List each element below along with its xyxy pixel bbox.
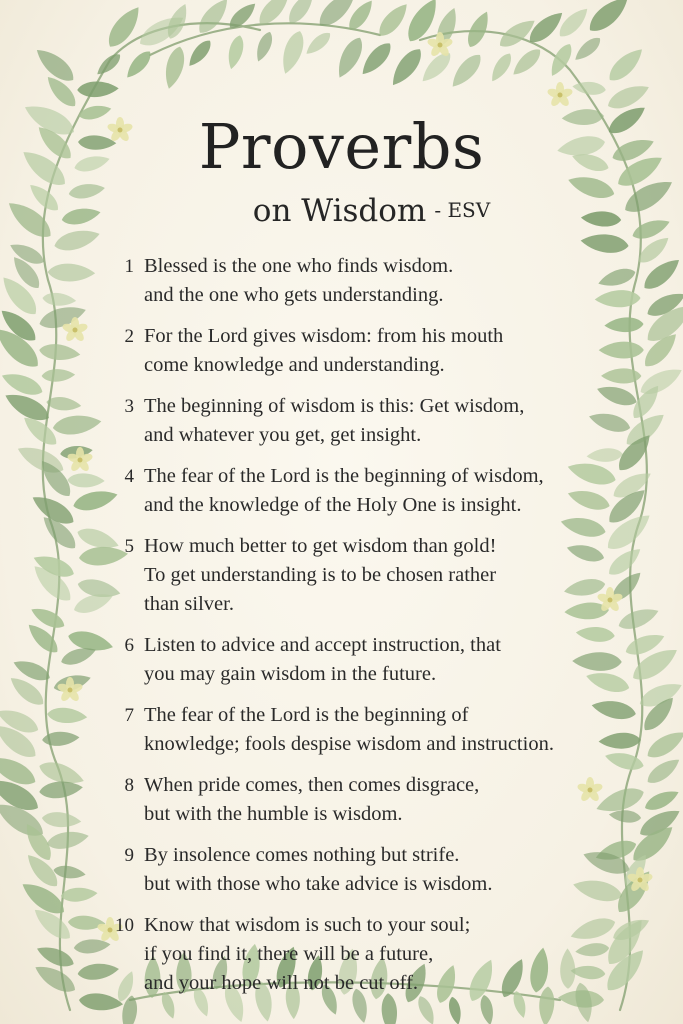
leaf-icon bbox=[161, 45, 188, 91]
leaf-icon bbox=[52, 412, 103, 437]
verse-text: For the Lord gives wisdom: from his mouth come knowledge and understanding. bbox=[144, 325, 504, 376]
page-title: Proverbs bbox=[198, 110, 485, 183]
leaf-icon bbox=[47, 706, 88, 724]
leaf-icon bbox=[31, 960, 79, 998]
leaf-icon bbox=[332, 34, 367, 81]
verse-number: 5 bbox=[124, 536, 134, 557]
verse-text: When pride comes, then comes disgrace, but with the humble is wisdom. bbox=[144, 774, 480, 825]
leaf-icon bbox=[47, 263, 95, 282]
leaf-icon bbox=[77, 81, 119, 98]
leaf-icon bbox=[41, 368, 75, 382]
verse-number: 8 bbox=[124, 775, 134, 796]
leaf-icon bbox=[463, 8, 493, 50]
verse-text: The beginning of wisdom is this: Get wisdom, and whatever you get, get insight. bbox=[144, 395, 525, 446]
verse-list bbox=[104, 252, 624, 1010]
leaf-icon bbox=[122, 47, 154, 81]
flower-icon bbox=[546, 82, 573, 108]
verse-text: Know that wisdom is such to your soul; if you find it, there will be a future, and your hope will not be cut off. bbox=[144, 914, 471, 994]
leaf-icon bbox=[67, 473, 105, 488]
leaf-icon bbox=[644, 754, 683, 788]
verse-item bbox=[104, 322, 624, 380]
leaf-icon bbox=[53, 864, 87, 881]
verse-text: Listen to advice and accept instruction, that you may gain wisdom in the future. bbox=[144, 634, 501, 685]
verse-item bbox=[104, 841, 624, 899]
verse-item bbox=[104, 631, 624, 689]
leaf-icon bbox=[357, 38, 396, 79]
verse-item bbox=[104, 392, 624, 450]
verse-number: 1 bbox=[124, 256, 134, 277]
leaf-icon bbox=[60, 886, 98, 903]
verse-number: 10 bbox=[115, 915, 134, 936]
leaf-icon bbox=[447, 50, 486, 92]
verse-number: 2 bbox=[124, 326, 134, 347]
verse-text: How much better to get wisdom than gold! To get understanding is to be chosen rather than silver. bbox=[144, 535, 497, 615]
leaf-icon bbox=[386, 44, 426, 90]
leaf-icon bbox=[604, 79, 652, 113]
verse-text: The fear of the Lord is the beginning of knowledge; fools despise wisdom and instruction. bbox=[144, 704, 554, 755]
verse-number: 3 bbox=[124, 396, 134, 417]
leaf-icon bbox=[571, 34, 604, 65]
leaf-icon bbox=[584, 0, 634, 37]
subtitle-text: on Wisdom bbox=[252, 193, 427, 229]
leaf-icon bbox=[225, 34, 247, 71]
verse-number: 7 bbox=[124, 705, 134, 726]
verse-text: By insolence comes nothing but strife. but with those who take advice is wisdom. bbox=[144, 844, 493, 895]
version-label: - ESV bbox=[434, 198, 491, 222]
leaf-icon bbox=[572, 80, 607, 96]
verse-item bbox=[104, 771, 624, 829]
leaf-icon bbox=[642, 786, 681, 814]
leaf-icon bbox=[277, 28, 308, 76]
leaf-icon bbox=[41, 811, 82, 829]
leaf-icon bbox=[555, 4, 593, 42]
page-subtitle bbox=[0, 190, 683, 231]
verse-number: 9 bbox=[124, 845, 134, 866]
leaf-icon bbox=[34, 942, 76, 971]
leaf-icon bbox=[0, 368, 45, 400]
leaf-icon bbox=[487, 50, 515, 84]
leaf-icon bbox=[643, 726, 683, 763]
leaf-icon bbox=[604, 43, 648, 86]
verse-item bbox=[104, 911, 624, 998]
leaf-icon bbox=[509, 45, 545, 80]
leaf-icon bbox=[253, 30, 276, 64]
leaf-icon bbox=[303, 29, 334, 58]
leaf-icon bbox=[103, 2, 146, 52]
verse-item bbox=[104, 462, 624, 520]
verse-number: 6 bbox=[124, 635, 134, 656]
verse-item bbox=[104, 252, 624, 310]
verse-text: The fear of the Lord is the beginning of wisdom, and the knowledge of the Holy One is insight. bbox=[144, 465, 544, 516]
leaf-icon bbox=[38, 342, 81, 362]
verse-text: Blessed is the one who finds wisdom. and the one who gets understanding. bbox=[144, 255, 454, 306]
verse-item bbox=[104, 701, 624, 759]
leaf-icon bbox=[185, 37, 215, 70]
verse-number: 4 bbox=[124, 466, 134, 487]
leaf-icon bbox=[374, 0, 412, 41]
leaf-icon bbox=[94, 50, 124, 78]
leaf-icon bbox=[42, 292, 77, 308]
leaf-icon bbox=[637, 362, 683, 399]
verse-item bbox=[104, 532, 624, 619]
